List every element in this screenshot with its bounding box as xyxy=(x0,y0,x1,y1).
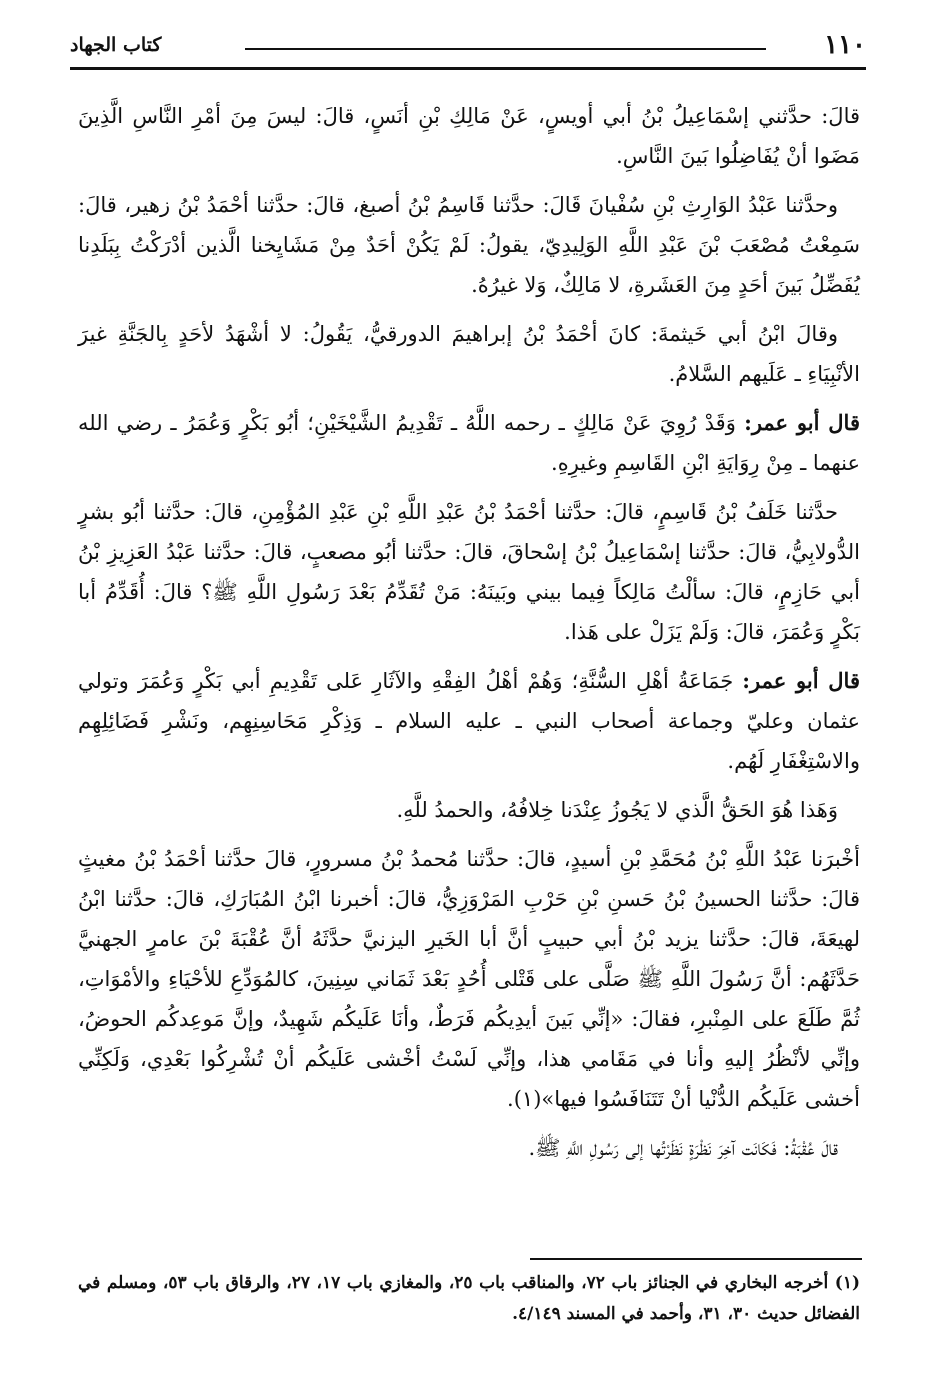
speaker-lead: قال أبو عمر: xyxy=(744,410,860,435)
paragraph: حدَّثنا خَلَفُ بْنُ قَاسِمٍ، قالَ: حدَّثنا أحْمَدُ بْنُ عَبْدِ اللَّهِ بْنِ عَبْدِ المُؤْمِنِ، قالَ: حدَّثنا أبُو بشرٍ الدُّولابِيُّ، قالَ: حدَّثنا إسْمَاعِيلُ بْنُ إسْحاقَ، قالَ: حدَّثنا أبُو مصعبٍ، قالَ: حدَّثنا عَبْدُ العَزِيزِ بْنُ أبي حَازِمٍ، قالَ: سألْتُ مَالِكاً فِيما بيني وبَينَهُ: مَنْ تُقَدِّمُ بَعْدَ رَسُولِ اللَّهِ ﷺ؟ قالَ: أُقَدِّمُ أبا بَكْرٍ وَعُمَرَ، قالَ: وَلَمْ يَزَلْ على هَذا. xyxy=(78,500,860,644)
paragraph: قالَ عُقْبَةُ: فَكَانَت آخِرَ نَظْرَةٍ نَظَرْتُها إلى رَسُولِ اللَّهِ ﷺ. xyxy=(528,1136,838,1160)
paragraph: وقالَ ابْنُ أبي خَيثمةَ: كانَ أحْمَدُ بْنُ إبراهيمَ الدورقيُّ، يَقُولُ: لا أشْهَدُ لأحَدٍ بِالجَنَّةِ غيرَ الأنْبِيَاءِ ـ عَلَيهم السَّلامُ. xyxy=(78,322,860,386)
paragraph: قال أبو عمر: جَمَاعَةُ أهْلِ السُّنَّةِ؛ وَهُمْ أهْلُ الفِقْهِ والآثَارِ عَلى تَقْدِيمِ أبي بَكْرٍ وَعُمَرَ وتولي عثمان وعليّ وجماعة أصحاب النبي ـ عليه السلام ـ وَذِكْرِ مَحَاسِنِهِم، ونَشْرِ فَضَائِلِهِم والاسْتِغْفَارِ لَهُم. xyxy=(78,668,860,773)
main-text xyxy=(78,96,860,1177)
page-header xyxy=(70,30,866,70)
paragraph: قالَ: حدَّثني إسْمَاعِيلُ بْنُ أبي أويسٍ، عَنْ مَالِكِ بْنِ أنَسٍ، قالَ: ليسَ مِنَ أمْرِ النَّاسِ الَّذِينَ مَضَوا أنْ يُفَاضِلُوا بَينَ النَّاسِ. xyxy=(78,104,860,168)
paragraph: أخْبرَنا عَبْدُ اللَّهِ بْنُ مُحَمَّدِ بْنِ أسيدٍ، قالَ: حدَّثنا مُحمدُ بْنُ مسرورٍ، قالَ حدَّثنا أحْمَدُ بْنُ مغيثٍ قالَ: حدَّثنا الحسينُ بْنُ حَسنِ بْنِ حَرْبِ المَرْوَزِيُّ، قالَ: أخبرنا ابْنُ المُبَارَكِ، قالَ: حدَّثنا ابْنُ لهيعَةَ، قالَ: حدَّثنا يزيد بْنُ أبي حبيبٍ أنَّ أبا الخَيرِ اليزنيَّ حدَّثَهُ أنَّ عُقْبَةَ بْنَ عامرٍ الجهنيَّ حَدَّثَهُم: أنَّ رَسُولَ اللَّهِ ﷺ صَلَّى على قَتْلى أُحُدٍ بَعْدَ ثَمَاني سِنِينَ، كالمُوَدِّعِ للأحْيَاءِ والأمْوَاتِ، ثُمَّ طَلَعَ على المِنْبرِ، فقالَ: «إنِّي بَينَ أيدِيكُم فَرَطٌ، وأنَا عَلَيكُم شَهِيدٌ، وإنَّ مَوعِدكُم الحوضُ، وإنِّي لأنْظُرُ إليهِ وأنا في مَقَامي هذا، وإنِّي لَسْتُ أخْشى عَلَيكُم أنْ تُشْرِكُوا بَعْدِي، وَلَكِنِّي أخشى عَلَيكُم الدُّنْيا أنْ تَتَنَافَسُوا فيها»(١). xyxy=(78,847,860,1111)
paragraph: وحدَّثنا عَبْدُ الوَارِثِ بْنِ سُفْيانَ قَالَ: حدَّثنا قَاسِمُ بْنُ أصبغ، قالَ: حدَّثنا أحْمَدُ بْنُ زهير، قالَ: سَمِعْتُ مُصْعَبَ بْنَ عَبْدِ اللَّهِ الوَلِيدِيّ، يقولُ: لَمْ يَكُنْ أحَدٌ مِنْ مَشَايِخنا الَّذين أدْرَكْتُ بِبَلَدِنا يُفَضِّلُ بَينَ أحَدٍ مِنَ العَشَرةِ، لا مَالِكٌ، وَلا غيرُهُ. xyxy=(78,193,860,297)
header-rule xyxy=(70,67,866,70)
footnote-separator xyxy=(530,1258,862,1260)
footnote: (١) أخرجه البخاري في الجنائز باب ٧٢، والمناقب باب ٢٥، والمغازي باب ١٧، ٢٧، والرقاق باب ٥٣، ومسلم في الفضائل حديث ٣٠، ٣١، وأحمد في المسند ٤/١٤٩. xyxy=(78,1273,861,1324)
running-book-title: كتاب الجهاد xyxy=(70,34,162,56)
header-dash-line xyxy=(245,48,766,50)
paragraph: وَهَذا هُوَ الحَقُّ الَّذي لا يَجُوزُ عِنْدَنا خِلافُهُ، والحمدُ للَّهِ. xyxy=(396,798,838,822)
paragraph: قال أبو عمر: وَقَدْ رُوِيَ عَنْ مَالِكٍ ـ رحمه اللَّهُ ـ تَقْدِيمُ الشَّيْخَيْنِ؛ أبُو بَكْرٍ وَعُمَرُ ـ رضي الله عنهما ـ مِنْ رِوَايَةِ ابْنِ القَاسِمِ وغيرِهِ. xyxy=(78,410,860,475)
page-number: ١١٠ xyxy=(824,30,866,60)
speaker-lead: قال أبو عمر: xyxy=(742,668,860,693)
